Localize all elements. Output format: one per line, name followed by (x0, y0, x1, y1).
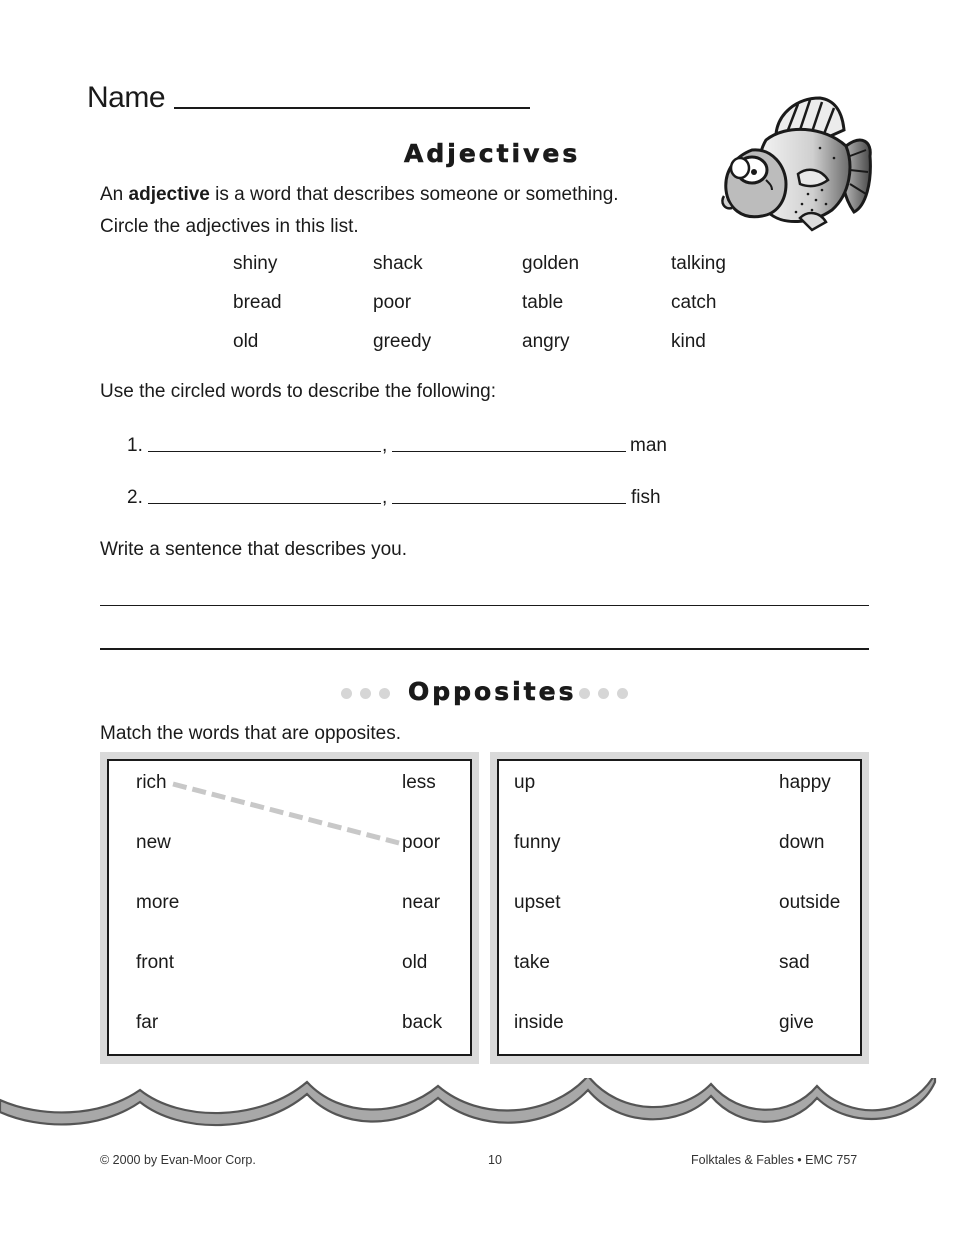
copyright-text: © 2000 by Evan-Moor Corp. (100, 1153, 256, 1167)
opposites-title: Opposites (408, 677, 577, 706)
page-number: 10 (488, 1153, 502, 1167)
word-option[interactable]: table (522, 292, 564, 313)
describe-instruction: Use the circled words to describe the following: (100, 381, 497, 402)
word-option[interactable]: bread (233, 292, 282, 313)
word-option[interactable]: kind (671, 331, 706, 352)
word-option[interactable]: poor (373, 292, 412, 313)
word-option[interactable]: shack (373, 253, 423, 274)
match-word[interactable]: take (514, 952, 550, 973)
match-instruction: Match the words that are opposites. (100, 723, 401, 744)
item-noun: fish (631, 487, 661, 508)
item-noun: man (630, 435, 667, 456)
match-word[interactable]: give (779, 1012, 814, 1033)
name-label: Name (87, 81, 166, 114)
match-word[interactable]: inside (514, 1012, 564, 1033)
circle-instruction: Circle the adjectives in this list. (100, 216, 359, 237)
item-number: 2. (127, 487, 143, 508)
match-word[interactable]: funny (514, 832, 561, 853)
match-word[interactable]: poor (402, 832, 441, 853)
match-word[interactable]: more (136, 892, 180, 913)
match-word[interactable]: down (779, 832, 825, 853)
word-option[interactable]: angry (522, 331, 570, 352)
word-option[interactable]: old (233, 331, 259, 352)
match-word[interactable]: less (402, 772, 436, 793)
item-separator: , (382, 435, 388, 456)
match-word[interactable]: old (402, 952, 428, 973)
match-word[interactable]: outside (779, 892, 841, 913)
word-option[interactable]: golden (522, 253, 580, 274)
sentence-instruction: Write a sentence that describes you. (100, 539, 407, 560)
adjectives-title: Adjectives (404, 139, 581, 168)
match-word[interactable]: far (136, 1012, 159, 1033)
match-word[interactable]: back (402, 1012, 443, 1033)
word-option[interactable]: greedy (373, 331, 432, 352)
match-word[interactable]: near (402, 892, 441, 913)
match-word[interactable]: new (136, 832, 171, 853)
match-word[interactable]: happy (779, 772, 831, 793)
item-separator: , (382, 487, 388, 508)
book-title: Folktales & Fables • EMC 757 (691, 1153, 858, 1167)
match-word[interactable]: upset (514, 892, 561, 913)
definition-suffix: is a word that describes someone or something. (209, 184, 619, 205)
definition-prefix: An (100, 184, 129, 205)
wave-border-icon (0, 1078, 969, 1138)
word-option[interactable]: talking (671, 253, 726, 274)
item-number: 1. (127, 435, 143, 456)
match-word[interactable]: sad (779, 952, 810, 973)
match-word[interactable]: front (136, 952, 175, 973)
word-option[interactable]: shiny (233, 253, 278, 274)
match-word[interactable]: rich (136, 772, 167, 793)
match-word[interactable]: up (514, 772, 536, 793)
definition-term: adjective (128, 184, 210, 205)
word-option[interactable]: catch (671, 292, 717, 313)
